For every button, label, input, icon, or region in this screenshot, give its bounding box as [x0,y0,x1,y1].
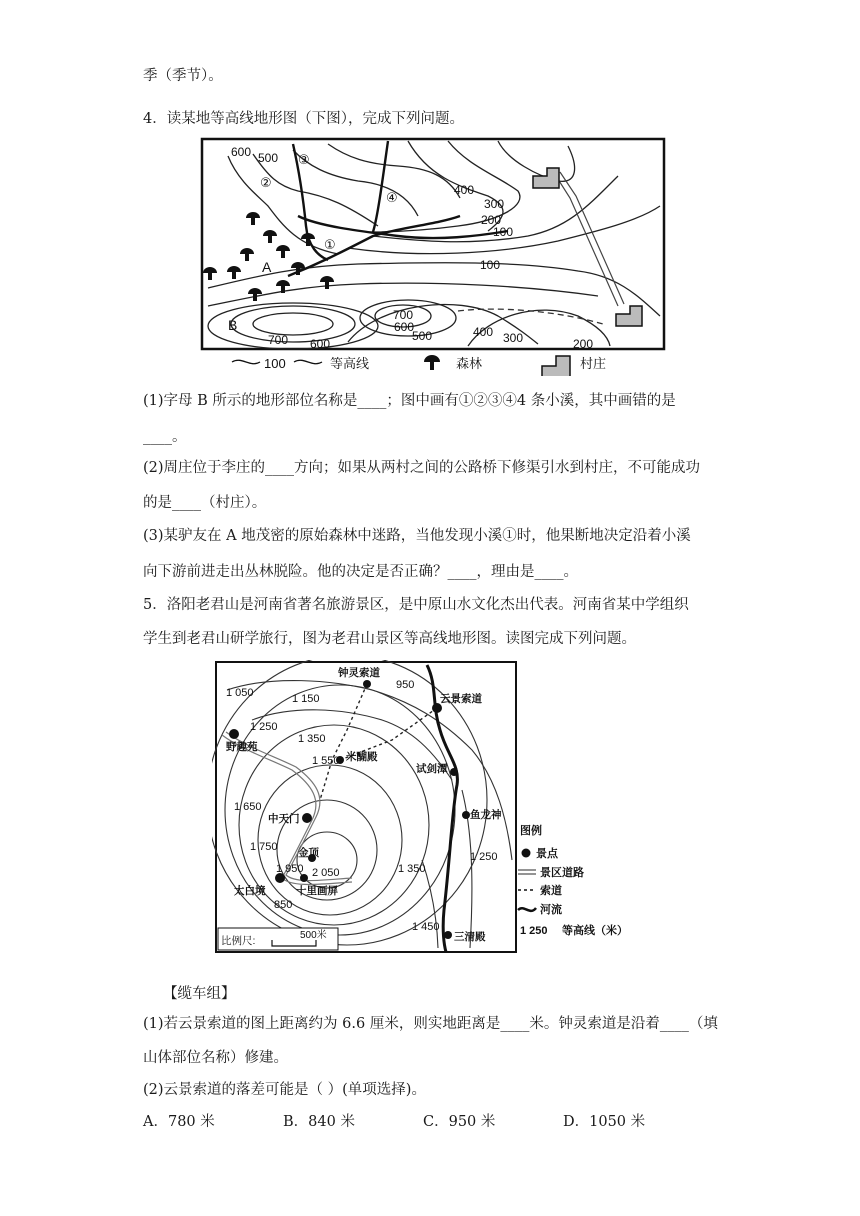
option-d[interactable]: D．1050 米 [563,1114,646,1130]
contour-label: 600 [394,320,415,334]
stream-label: ④ [386,190,398,205]
contour-label: 700 [268,333,289,347]
contour-label: 500 [412,329,433,343]
contour-label: 700 [393,308,414,322]
point-label-b: B [228,317,238,333]
legend-forest-label: 森林 [456,356,483,371]
contour-label: 200 [573,337,594,351]
place-label: 云景索道 [440,693,482,705]
legend-contour: 等高线（米） [562,925,628,937]
contour-label: 1 050 [226,687,254,699]
stream-label: ② [260,175,272,190]
legend-title: 图例 [520,825,542,837]
spot-icon [522,849,531,858]
question-4-2-line-2: 的是____（村庄）。 [143,495,267,511]
contour-label: 400 [473,325,494,339]
stream-label: ① [324,237,336,252]
place-label: 鱼龙神 [470,809,502,821]
contour-label: 2 050 [312,867,340,879]
contour-label: 1 250 [250,721,278,733]
question-5-intro-1: 5．洛阳老君山是河南省著名旅游景区，是中原山水文化杰出代表。河南省某中学组织 [143,597,689,613]
contour-map-figure [198,136,668,376]
point-label-a: A [262,259,272,275]
contour-label: 1 750 [250,841,278,853]
answer-options [143,1110,703,1131]
contour-label: 200 [481,213,502,227]
contour-label: 1 550 [312,755,340,767]
contour-label: 850 [274,899,293,911]
place-label: 野趣苑 [226,741,258,753]
contour-label: 100 [493,225,514,239]
place-label: 试剑潭 [416,763,448,775]
contour-label: 400 [454,183,475,197]
legend-cable: 索道 [540,885,562,897]
option-b[interactable]: B．840 米 [283,1114,355,1130]
contour-label: 1 450 [412,921,440,933]
laojun-map [212,660,657,960]
contour-label: 600 [310,337,331,351]
contour-label: 300 [484,197,505,211]
question-4-1-line-2: ____。 [143,429,187,445]
contour-label: 500 [258,151,279,165]
question-5-2: (2)云景索道的落差可能是（ ）(单项选择)。 [143,1082,426,1098]
contour-label: 1 150 [292,693,320,705]
question-5-1-line-2: 山体部位名称）修建。 [143,1050,288,1066]
contour-label: 300 [503,331,524,345]
contour-label: 950 [396,679,415,691]
group-heading: 【缆车组】 [163,986,236,1002]
question-5-intro-2: 学生到老君山研学旅行，图为老君山景区等高线地形图。读图完成下列问题。 [143,631,636,647]
legend-contour-sample: 100 [264,356,286,371]
river-icon [518,908,536,911]
laojun-map-figure [212,660,657,960]
place-label: 米醐殿 [346,751,378,763]
question-4-3-line-1: (3)某驴友在 A 地茂密的原始森林中迷路，当他发现小溪①时，他果断地决定沿着小溪 [143,528,691,544]
place-label: 中天门 [268,813,300,825]
contour-label: 1 250 [470,851,498,863]
scale-value: 500米 [300,930,327,941]
option-c[interactable]: C．950 米 [423,1114,496,1130]
legend-road: 景区道路 [540,867,584,879]
question-4-intro: 4．读某地等高线地形图（下图），完成下列问题。 [143,111,464,127]
forest-icon [424,355,440,370]
road-icon [518,870,536,874]
legend-village-label: 村庄 [580,356,607,371]
legend-contour-sample: 1 250 [520,925,548,937]
contour-label: 600 [231,145,252,159]
place-label: 金顶 [298,847,319,859]
legend-spot: 景点 [536,848,558,860]
stream-label: ③ [298,152,310,167]
option-a[interactable]: A．780 米 [143,1114,215,1130]
place-label: 钟灵索道 [338,667,380,679]
village-icon [542,356,570,376]
contour-label: 1 950 [276,863,304,875]
contour-label: 1 350 [398,863,426,875]
scale-label: 比例尺: [221,935,256,947]
question-4-1-line-1: (1)字母 B 所示的地形部位名称是____；图中画有①②③④4 条小溪，其中画错的是 [143,393,676,409]
question-4-3-line-2: 向下游前进走出丛林脱险。他的决定是否正确？____，理由是____。 [143,564,578,580]
contour-label: 1 350 [298,733,326,745]
legend-contour-label: 等高线 [330,356,370,371]
contour-label: 1 650 [234,801,262,813]
place-label: 太白境 [234,885,266,897]
question-5-1-line-1: (1)若云景索道的图上距离约为 6.6 厘米，则实地距离是____米。钟灵索道是沿着____（填 [143,1016,718,1032]
legend-river: 河流 [540,904,562,916]
place-label: 十里画屏 [296,885,338,897]
text-line: 季（季节）。 [143,68,223,84]
question-4-2-line-1: (2)周庄位于李庄的____方向；如果从两村之间的公路桥下修渠引水到村庄，不可能成功 [143,460,701,476]
contour-label: 100 [480,258,501,272]
place-label: 三清殿 [454,931,486,943]
contour-map [198,136,668,376]
